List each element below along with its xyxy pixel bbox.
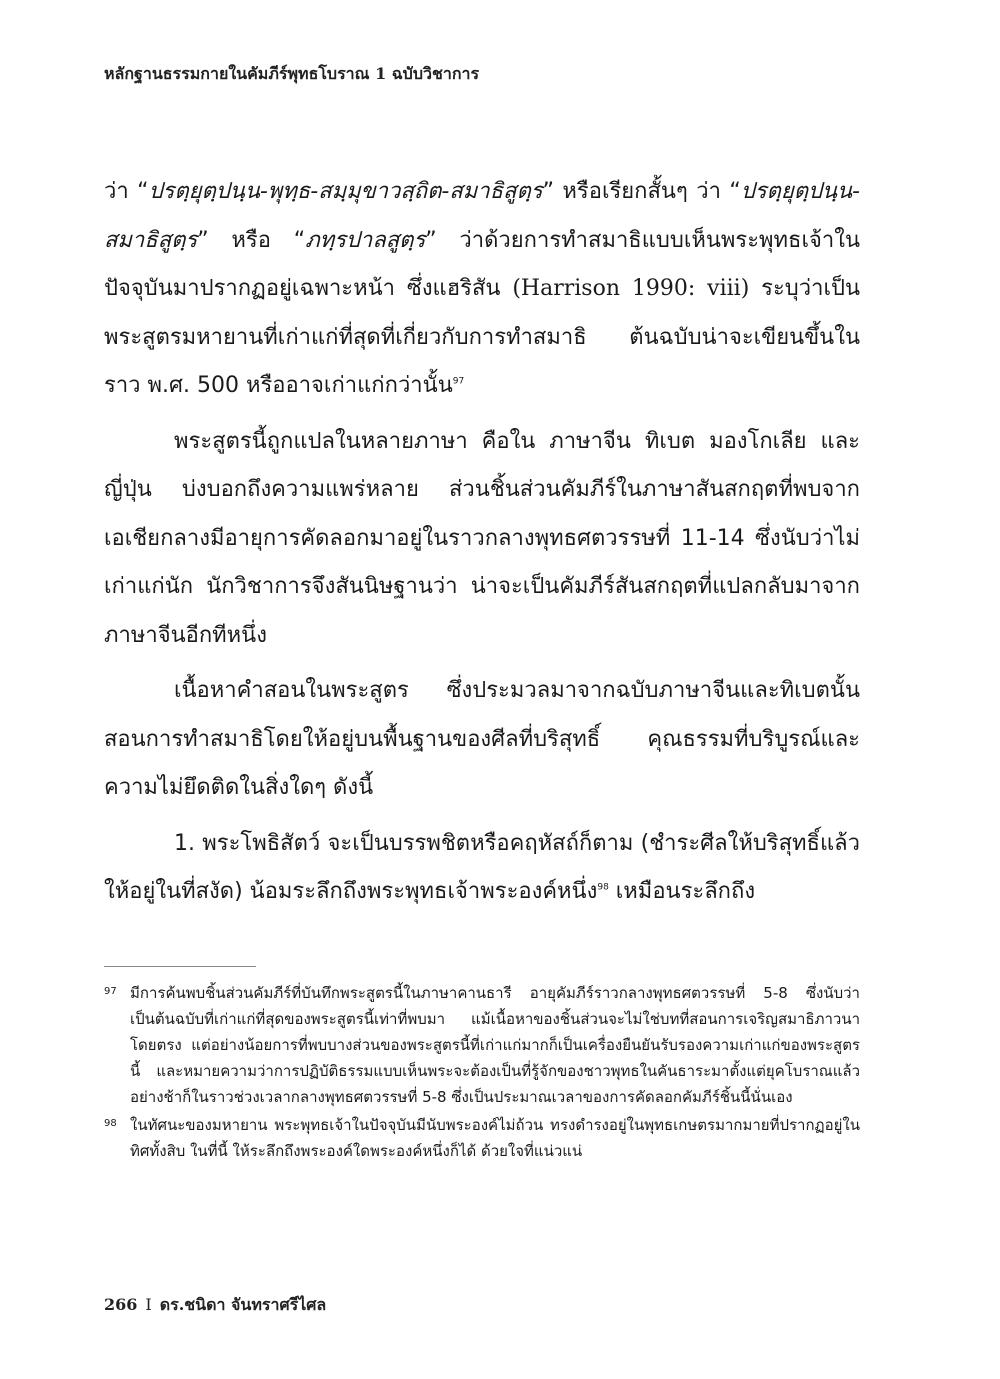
sutra-name-short: ปรตฺยุตฺปนฺน-สมาธิสูตฺร xyxy=(104,179,860,253)
footnote-text: ในทัศนะของมหายาน พระพุทธเจ้าในปัจจุบันมีนับพระองค์ไม่ถ้วน ทรงดำรงอยู่ในพุทธเกษตรมากมายที่ปรากฏอยู่ในทิศทั้งสิบ ในที่นี้ ให้ระลึกถึงพระองค์ใดพระองค์หนึ่งก็ได้ ด้วยใจที่แน่วแน่ xyxy=(130,1116,860,1160)
text-span: ระบุว่าเป็นพระสูตรมหายานที่เก่าแก่ที่สุดที่เกี่ยวกับการทำสมาธิ ต้นฉบับน่าจะเขียนขึ้นในราว พ.ศ. 500 หรืออาจเก่าแก่กว่านั้น xyxy=(104,276,861,398)
footer-separator: I xyxy=(145,1295,152,1314)
text-span: ว่า “ xyxy=(104,179,149,204)
footnote-number: 98 xyxy=(104,1118,117,1129)
footnote-number: 97 xyxy=(104,986,117,997)
footnote-97 xyxy=(104,980,860,1110)
paragraph-4 xyxy=(104,820,860,917)
text-span: เหมือนระลึกถึง xyxy=(608,879,756,904)
footnotes xyxy=(104,980,860,1166)
text-span: ” หรือ “ xyxy=(197,227,306,253)
sutra-name-alt: ภทฺรปาลสูตฺร xyxy=(305,227,426,253)
paragraph-3: เนื้อหาคำสอนในพระสูตร ซึ่งประมวลมาจากฉบับภาษาจีนและทิเบตนั้นสอนการทำสมาธิโดยให้อยู่บนพื้นฐานของศีลที่บริสุทธิ์ คุณธรรมที่บริบูรณ์และความไม่ยึดติดในสิ่งใดๆ ดังนี้ xyxy=(104,678,860,800)
sutra-name-full: ปรตฺยุตฺปนฺน-พุทฺธ-สมฺมุขาวสฺถิต-สมาธิสูตฺร xyxy=(148,179,543,204)
main-text xyxy=(104,168,860,924)
footnote-ref-97[interactable]: 97 xyxy=(452,376,465,387)
footnote-divider xyxy=(104,966,256,967)
footnote-98 xyxy=(104,1112,860,1164)
page-number: 266 xyxy=(104,1295,138,1314)
footnote-ref-98[interactable]: 98 xyxy=(597,882,609,893)
text-span: ” หรือเรียกสั้นๆ ว่า “ xyxy=(542,179,741,204)
citation: (Harrison 1990: viii) xyxy=(512,276,750,301)
author-name: ดร.ชนิดา จันทราศรีไศล xyxy=(159,1295,327,1314)
text-span: ” ว่าด้วยการทำสมาธิแบบเห็นพระพุทธเจ้าในปัจจุบันมาปรากฏอยู่เฉพาะหน้า ซึ่งแฮริสัน xyxy=(104,227,861,301)
paragraph-2: พระสูตรนี้ถูกแปลในหลายภาษา คือใน ภาษาจีน ทิเบต มองโกเลีย และญี่ปุ่น บ่งบอกถึงความแพร่หลาย ส่วนชิ้นส่วนคัมภีร์ในภาษาสันสกฤตที่พบจากเอเชียกลางมีอายุการคัดลอกมาอยู่ในราวกลางพุทธศตวรรษที่ 11-14 ซึ่งนับว่าไม่เก่าแก่นัก นักวิชาการจึงสันนิษฐานว่า น่าจะเป็นคัมภีร์สันสกฤตที่แปลกลับมาจากภาษาจีนอีกทีหนึ่ง xyxy=(104,428,860,648)
running-footer xyxy=(104,1293,326,1318)
text-span: 1. พระโพธิสัตว์ จะเป็นบรรพชิตหรือคฤหัสถ์ก็ตาม (ชำระศีลให้บริสุทธิ์แล้วให้อยู่ในที่สงัด) น้อมระลึกถึงพระพุทธเจ้าพระองค์หนึ่ง xyxy=(104,830,860,904)
footnote-text: มีการค้นพบชิ้นส่วนคัมภีร์ที่บันทึกพระสูตรนี้ในภาษาคานธารี อายุคัมภีร์ราวกลางพุทธศตวรรษที่ 5-8 ซึ่งนับว่าเป็นต้นฉบับที่เก่าแก่ที่สุดของพระสูตรนี้เท่าที่พบมา แม้เนื้อหาของชิ้นส่วนจะไม่ใช่บทที่สอนการเจริญสมาธิภาวนาโดยตรง แต่อย่างน้อยการที่พบบางส่วนของพระสูตรนี้ที่เก่าแก่มากก็เป็นเครื่องยืนยันรับรองความเก่าแก่ของพระสูตรนี้ และหมายความว่าการปฏิบัติธรรมแบบเห็นพระจะต้องเป็นที่รู้จักของชาวพุทธในคันธาระมาตั้งแต่ยุคโบราณแล้ว อย่างช้าก็ในราวช่วงเวลากลางพุทธศตวรรษที่ 5-8 ซึ่งเป็นประมาณเวลาของการคัดลอกคัมภีร์ชิ้นนี้นั่นเอง xyxy=(130,984,860,1106)
running-header: หลักฐานธรรมกายในคัมภีร์พุทธโบราณ 1 ฉบับวิชาการ xyxy=(104,64,480,83)
paragraph-1 xyxy=(104,168,860,411)
